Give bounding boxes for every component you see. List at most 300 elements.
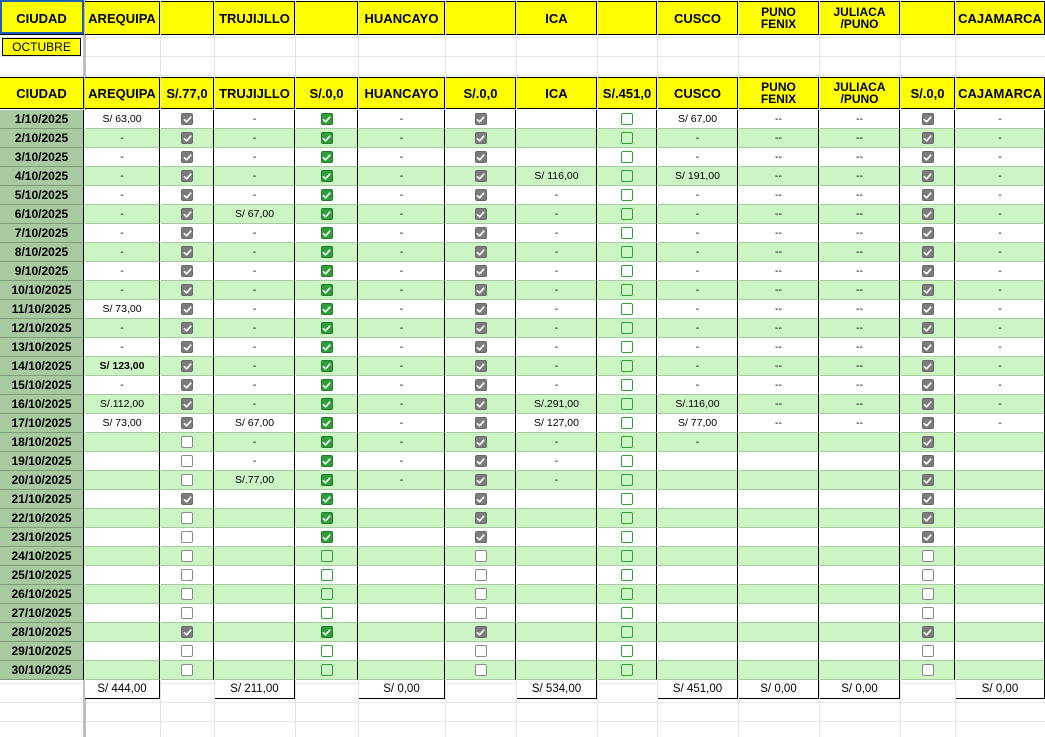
checkbox-unchecked-icon[interactable] (321, 569, 333, 581)
checkbox-unchecked-icon[interactable] (621, 398, 633, 410)
checkbox-cell[interactable] (161, 376, 214, 395)
value-cell[interactable]: - (215, 452, 295, 471)
value-cell[interactable]: -- (739, 148, 819, 167)
value-cell[interactable] (956, 566, 1045, 585)
value-cell[interactable]: -- (820, 167, 900, 186)
checkbox-cell[interactable] (296, 186, 358, 205)
value-cell[interactable] (739, 604, 819, 623)
checkbox-cell[interactable] (161, 110, 214, 129)
value-cell[interactable]: -- (739, 414, 819, 433)
checkbox-cell[interactable] (901, 148, 955, 167)
value-cell[interactable]: - (359, 110, 445, 129)
checkbox-unchecked-icon[interactable] (181, 474, 193, 486)
value-cell[interactable]: S/ 67,00 (215, 205, 295, 224)
top-header-cell[interactable]: PUNO FENIX (739, 1, 819, 35)
checkbox-cell[interactable] (161, 129, 214, 148)
checkbox-unchecked-icon[interactable] (621, 303, 633, 315)
checkbox-unchecked-icon[interactable] (621, 265, 633, 277)
date-cell[interactable]: 1/10/2025 (0, 110, 84, 129)
value-cell[interactable] (820, 490, 900, 509)
checkbox-cell[interactable] (598, 471, 657, 490)
checkbox-unchecked-icon[interactable] (621, 417, 633, 429)
checkbox-checked-icon[interactable] (475, 151, 487, 163)
value-cell[interactable]: S/ 116,00 (517, 167, 597, 186)
checkbox-checked-icon[interactable] (922, 626, 934, 638)
value-cell[interactable] (739, 490, 819, 509)
checkbox-cell[interactable] (161, 528, 214, 547)
checkbox-checked-icon[interactable] (922, 531, 934, 543)
value-cell[interactable] (956, 471, 1045, 490)
checkbox-cell[interactable] (598, 566, 657, 585)
value-cell[interactable] (517, 604, 597, 623)
checkbox-cell[interactable] (161, 224, 214, 243)
checkbox-cell[interactable] (296, 509, 358, 528)
date-cell[interactable]: 11/10/2025 (0, 300, 84, 319)
value-cell[interactable]: - (359, 300, 445, 319)
checkbox-cell[interactable] (598, 205, 657, 224)
checkbox-cell[interactable] (598, 148, 657, 167)
checkbox-cell[interactable] (446, 661, 516, 680)
value-cell[interactable] (658, 585, 738, 604)
value-cell[interactable]: - (215, 433, 295, 452)
value-cell[interactable] (215, 490, 295, 509)
date-cell[interactable]: 25/10/2025 (0, 566, 84, 585)
checkbox-checked-icon[interactable] (475, 246, 487, 258)
checkbox-cell[interactable] (296, 547, 358, 566)
checkbox-checked-icon[interactable] (321, 341, 333, 353)
value-cell[interactable]: - (215, 300, 295, 319)
checkbox-checked-icon[interactable] (181, 284, 193, 296)
value-cell[interactable] (359, 490, 445, 509)
value-cell[interactable]: - (956, 167, 1045, 186)
checkbox-checked-icon[interactable] (475, 341, 487, 353)
value-cell[interactable] (517, 129, 597, 148)
checkbox-checked-icon[interactable] (475, 436, 487, 448)
value-cell[interactable] (215, 623, 295, 642)
value-cell[interactable] (658, 509, 738, 528)
value-cell[interactable]: - (359, 452, 445, 471)
value-cell[interactable] (517, 585, 597, 604)
checkbox-cell[interactable] (161, 623, 214, 642)
column-header-cell[interactable]: PUNO FENIX (739, 77, 819, 109)
date-cell[interactable]: 16/10/2025 (0, 395, 84, 414)
value-cell[interactable]: S/ 191,00 (658, 167, 738, 186)
value-cell[interactable]: -- (820, 395, 900, 414)
checkbox-cell[interactable] (901, 110, 955, 129)
value-cell[interactable] (517, 566, 597, 585)
value-cell[interactable] (359, 661, 445, 680)
checkbox-cell[interactable] (901, 452, 955, 471)
date-cell[interactable]: 14/10/2025 (0, 357, 84, 376)
checkbox-checked-icon[interactable] (475, 265, 487, 277)
value-cell[interactable]: - (956, 262, 1045, 281)
checkbox-checked-icon[interactable] (922, 493, 934, 505)
value-cell[interactable]: - (215, 262, 295, 281)
value-cell[interactable]: - (85, 376, 160, 395)
date-cell[interactable]: 8/10/2025 (0, 243, 84, 262)
value-cell[interactable]: - (658, 262, 738, 281)
checkbox-unchecked-icon[interactable] (181, 607, 193, 619)
value-cell[interactable] (85, 528, 160, 547)
value-cell[interactable]: -- (820, 262, 900, 281)
checkbox-cell[interactable] (161, 661, 214, 680)
value-cell[interactable]: - (359, 262, 445, 281)
top-header-cell[interactable] (446, 1, 516, 35)
value-cell[interactable]: -- (820, 319, 900, 338)
checkbox-unchecked-icon[interactable] (321, 607, 333, 619)
checkbox-cell[interactable] (446, 604, 516, 623)
checkbox-unchecked-icon[interactable] (621, 151, 633, 163)
value-cell[interactable]: - (956, 224, 1045, 243)
checkbox-cell[interactable] (296, 110, 358, 129)
checkbox-checked-icon[interactable] (321, 170, 333, 182)
value-cell[interactable] (739, 661, 819, 680)
value-cell[interactable]: -- (739, 300, 819, 319)
checkbox-unchecked-icon[interactable] (621, 341, 633, 353)
checkbox-unchecked-icon[interactable] (621, 550, 633, 562)
value-cell[interactable] (359, 585, 445, 604)
value-cell[interactable] (85, 452, 160, 471)
checkbox-checked-icon[interactable] (321, 398, 333, 410)
value-cell[interactable]: -- (739, 338, 819, 357)
checkbox-unchecked-icon[interactable] (475, 664, 487, 676)
value-cell[interactable]: S/ 67,00 (215, 414, 295, 433)
checkbox-unchecked-icon[interactable] (922, 664, 934, 676)
value-cell[interactable]: - (215, 129, 295, 148)
checkbox-cell[interactable] (161, 547, 214, 566)
value-cell[interactable]: - (359, 129, 445, 148)
column-header-cell[interactable]: AREQUIPA (85, 77, 160, 109)
checkbox-checked-icon[interactable] (475, 360, 487, 372)
checkbox-cell[interactable] (598, 509, 657, 528)
checkbox-cell[interactable] (446, 528, 516, 547)
checkbox-cell[interactable] (161, 205, 214, 224)
value-cell[interactable] (820, 585, 900, 604)
checkbox-cell[interactable] (296, 471, 358, 490)
checkbox-cell[interactable] (161, 167, 214, 186)
checkbox-cell[interactable] (296, 623, 358, 642)
value-cell[interactable]: - (359, 243, 445, 262)
checkbox-unchecked-icon[interactable] (922, 569, 934, 581)
date-cell[interactable]: 5/10/2025 (0, 186, 84, 205)
value-cell[interactable]: - (359, 224, 445, 243)
checkbox-checked-icon[interactable] (922, 246, 934, 258)
checkbox-cell[interactable] (446, 262, 516, 281)
value-cell[interactable]: - (215, 224, 295, 243)
checkbox-unchecked-icon[interactable] (181, 664, 193, 676)
value-cell[interactable]: - (359, 357, 445, 376)
checkbox-checked-icon[interactable] (181, 113, 193, 125)
value-cell[interactable] (517, 623, 597, 642)
date-cell[interactable]: 7/10/2025 (0, 224, 84, 243)
value-cell[interactable]: - (956, 281, 1045, 300)
checkbox-checked-icon[interactable] (181, 170, 193, 182)
value-cell[interactable]: - (359, 414, 445, 433)
value-cell[interactable]: - (956, 110, 1045, 129)
value-cell[interactable]: - (956, 338, 1045, 357)
value-cell[interactable] (85, 661, 160, 680)
value-cell[interactable]: - (215, 338, 295, 357)
checkbox-cell[interactable] (598, 547, 657, 566)
checkbox-cell[interactable] (901, 338, 955, 357)
checkbox-cell[interactable] (598, 395, 657, 414)
value-cell[interactable] (85, 509, 160, 528)
date-cell[interactable]: 27/10/2025 (0, 604, 84, 623)
checkbox-checked-icon[interactable] (181, 341, 193, 353)
value-cell[interactable] (215, 661, 295, 680)
value-cell[interactable] (956, 509, 1045, 528)
value-cell[interactable]: -- (820, 186, 900, 205)
checkbox-cell[interactable] (161, 509, 214, 528)
checkbox-unchecked-icon[interactable] (475, 569, 487, 581)
value-cell[interactable]: -- (820, 414, 900, 433)
checkbox-cell[interactable] (598, 129, 657, 148)
date-cell[interactable]: 18/10/2025 (0, 433, 84, 452)
value-cell[interactable] (739, 566, 819, 585)
checkbox-cell[interactable] (446, 585, 516, 604)
checkbox-cell[interactable] (161, 319, 214, 338)
checkbox-cell[interactable] (598, 319, 657, 338)
checkbox-cell[interactable] (901, 623, 955, 642)
checkbox-checked-icon[interactable] (321, 322, 333, 334)
value-cell[interactable]: S/ 77,00 (658, 414, 738, 433)
checkbox-cell[interactable] (901, 129, 955, 148)
value-cell[interactable]: - (517, 376, 597, 395)
checkbox-cell[interactable] (901, 642, 955, 661)
checkbox-cell[interactable] (598, 281, 657, 300)
checkbox-checked-icon[interactable] (181, 322, 193, 334)
value-cell[interactable] (85, 433, 160, 452)
value-cell[interactable]: -- (739, 110, 819, 129)
checkbox-unchecked-icon[interactable] (475, 588, 487, 600)
checkbox-cell[interactable] (901, 547, 955, 566)
value-cell[interactable] (215, 604, 295, 623)
checkbox-cell[interactable] (901, 395, 955, 414)
checkbox-checked-icon[interactable] (922, 417, 934, 429)
value-cell[interactable]: - (85, 224, 160, 243)
checkbox-checked-icon[interactable] (321, 455, 333, 467)
value-cell[interactable] (739, 509, 819, 528)
value-cell[interactable] (956, 490, 1045, 509)
value-cell[interactable] (215, 547, 295, 566)
checkbox-cell[interactable] (446, 338, 516, 357)
checkbox-checked-icon[interactable] (475, 303, 487, 315)
value-cell[interactable] (517, 509, 597, 528)
value-cell[interactable]: -- (739, 224, 819, 243)
checkbox-checked-icon[interactable] (475, 417, 487, 429)
value-cell[interactable]: - (215, 243, 295, 262)
checkbox-cell[interactable] (901, 566, 955, 585)
checkbox-unchecked-icon[interactable] (321, 664, 333, 676)
checkbox-cell[interactable] (446, 300, 516, 319)
top-header-cell[interactable]: AREQUIPA (85, 1, 160, 35)
value-cell[interactable]: - (517, 262, 597, 281)
value-cell[interactable] (820, 604, 900, 623)
value-cell[interactable] (658, 528, 738, 547)
checkbox-cell[interactable] (901, 281, 955, 300)
value-cell[interactable] (359, 528, 445, 547)
value-cell[interactable]: - (517, 243, 597, 262)
checkbox-checked-icon[interactable] (475, 170, 487, 182)
checkbox-unchecked-icon[interactable] (621, 474, 633, 486)
checkbox-cell[interactable] (598, 300, 657, 319)
checkbox-cell[interactable] (161, 243, 214, 262)
total-cell[interactable]: S/ 534,00 (517, 680, 597, 699)
checkbox-cell[interactable] (901, 167, 955, 186)
checkbox-cell[interactable] (901, 262, 955, 281)
checkbox-cell[interactable] (598, 224, 657, 243)
value-cell[interactable]: -- (739, 376, 819, 395)
value-cell[interactable]: - (85, 338, 160, 357)
value-cell[interactable]: - (517, 205, 597, 224)
checkbox-checked-icon[interactable] (181, 227, 193, 239)
value-cell[interactable] (956, 623, 1045, 642)
value-cell[interactable]: - (359, 395, 445, 414)
checkbox-cell[interactable] (296, 585, 358, 604)
value-cell[interactable]: -- (820, 224, 900, 243)
value-cell[interactable] (739, 547, 819, 566)
value-cell[interactable]: - (359, 376, 445, 395)
value-cell[interactable]: - (359, 205, 445, 224)
checkbox-checked-icon[interactable] (321, 246, 333, 258)
value-cell[interactable] (658, 566, 738, 585)
checkbox-cell[interactable] (901, 243, 955, 262)
value-cell[interactable]: - (658, 224, 738, 243)
value-cell[interactable]: - (215, 376, 295, 395)
value-cell[interactable]: - (956, 186, 1045, 205)
checkbox-unchecked-icon[interactable] (181, 455, 193, 467)
checkbox-cell[interactable] (901, 414, 955, 433)
value-cell[interactable] (85, 490, 160, 509)
checkbox-unchecked-icon[interactable] (621, 436, 633, 448)
value-cell[interactable] (820, 433, 900, 452)
value-cell[interactable] (85, 623, 160, 642)
value-cell[interactable]: - (215, 148, 295, 167)
checkbox-checked-icon[interactable] (475, 493, 487, 505)
value-cell[interactable]: - (85, 205, 160, 224)
checkbox-unchecked-icon[interactable] (321, 588, 333, 600)
date-cell[interactable]: 24/10/2025 (0, 547, 84, 566)
checkbox-checked-icon[interactable] (181, 265, 193, 277)
value-cell[interactable]: - (658, 357, 738, 376)
checkbox-unchecked-icon[interactable] (181, 531, 193, 543)
checkbox-cell[interactable] (296, 433, 358, 452)
checkbox-unchecked-icon[interactable] (621, 531, 633, 543)
checkbox-unchecked-icon[interactable] (475, 645, 487, 657)
value-cell[interactable]: -- (820, 376, 900, 395)
date-cell[interactable]: 26/10/2025 (0, 585, 84, 604)
checkbox-unchecked-icon[interactable] (475, 550, 487, 562)
column-header-cell[interactable]: CUSCO (658, 77, 738, 109)
value-cell[interactable]: S/ 67,00 (658, 110, 738, 129)
checkbox-cell[interactable] (296, 661, 358, 680)
value-cell[interactable]: - (658, 205, 738, 224)
value-cell[interactable] (956, 585, 1045, 604)
value-cell[interactable] (820, 509, 900, 528)
value-cell[interactable]: -- (739, 129, 819, 148)
checkbox-unchecked-icon[interactable] (621, 189, 633, 201)
checkbox-unchecked-icon[interactable] (475, 607, 487, 619)
value-cell[interactable]: -- (820, 338, 900, 357)
value-cell[interactable]: - (658, 300, 738, 319)
checkbox-checked-icon[interactable] (922, 113, 934, 125)
checkbox-checked-icon[interactable] (181, 189, 193, 201)
checkbox-unchecked-icon[interactable] (181, 436, 193, 448)
date-cell[interactable]: 3/10/2025 (0, 148, 84, 167)
checkbox-checked-icon[interactable] (181, 246, 193, 258)
checkbox-unchecked-icon[interactable] (621, 227, 633, 239)
checkbox-cell[interactable] (296, 357, 358, 376)
value-cell[interactable]: - (956, 129, 1045, 148)
value-cell[interactable]: S/.112,00 (85, 395, 160, 414)
checkbox-cell[interactable] (901, 604, 955, 623)
value-cell[interactable]: -- (820, 357, 900, 376)
value-cell[interactable]: - (85, 167, 160, 186)
column-header-cell[interactable]: HUANCAYO (359, 77, 445, 109)
checkbox-unchecked-icon[interactable] (621, 626, 633, 638)
value-cell[interactable]: - (359, 186, 445, 205)
value-cell[interactable]: - (215, 186, 295, 205)
value-cell[interactable] (956, 661, 1045, 680)
value-cell[interactable]: -- (820, 205, 900, 224)
column-header-cell[interactable]: ICA (517, 77, 597, 109)
checkbox-cell[interactable] (598, 452, 657, 471)
total-cell[interactable]: S/ 211,00 (215, 680, 295, 699)
checkbox-cell[interactable] (296, 376, 358, 395)
checkbox-checked-icon[interactable] (181, 417, 193, 429)
checkbox-unchecked-icon[interactable] (922, 588, 934, 600)
date-cell[interactable]: 2/10/2025 (0, 129, 84, 148)
checkbox-cell[interactable] (598, 661, 657, 680)
value-cell[interactable] (658, 452, 738, 471)
checkbox-cell[interactable] (446, 642, 516, 661)
checkbox-checked-icon[interactable] (321, 132, 333, 144)
date-cell[interactable]: 6/10/2025 (0, 205, 84, 224)
checkbox-checked-icon[interactable] (922, 360, 934, 372)
checkbox-checked-icon[interactable] (475, 512, 487, 524)
value-cell[interactable] (739, 528, 819, 547)
column-header-cell[interactable]: S/.0,0 (446, 77, 516, 109)
checkbox-cell[interactable] (598, 623, 657, 642)
checkbox-cell[interactable] (161, 300, 214, 319)
checkbox-cell[interactable] (446, 148, 516, 167)
value-cell[interactable]: - (359, 471, 445, 490)
value-cell[interactable]: S/ 73,00 (85, 414, 160, 433)
value-cell[interactable] (215, 642, 295, 661)
checkbox-checked-icon[interactable] (922, 284, 934, 296)
checkbox-checked-icon[interactable] (922, 189, 934, 201)
top-header-cell[interactable]: TRUJIJLLO (215, 1, 295, 35)
value-cell[interactable]: - (85, 243, 160, 262)
value-cell[interactable] (85, 547, 160, 566)
date-cell[interactable]: 9/10/2025 (0, 262, 84, 281)
checkbox-cell[interactable] (901, 224, 955, 243)
value-cell[interactable]: - (517, 357, 597, 376)
value-cell[interactable] (85, 566, 160, 585)
date-cell[interactable]: 10/10/2025 (0, 281, 84, 300)
value-cell[interactable]: - (517, 338, 597, 357)
checkbox-checked-icon[interactable] (321, 227, 333, 239)
value-cell[interactable]: -- (820, 243, 900, 262)
checkbox-cell[interactable] (446, 414, 516, 433)
checkbox-unchecked-icon[interactable] (621, 664, 633, 676)
value-cell[interactable] (85, 585, 160, 604)
checkbox-cell[interactable] (161, 281, 214, 300)
checkbox-cell[interactable] (598, 376, 657, 395)
value-cell[interactable]: - (658, 338, 738, 357)
value-cell[interactable]: S/.77,00 (215, 471, 295, 490)
checkbox-unchecked-icon[interactable] (621, 132, 633, 144)
